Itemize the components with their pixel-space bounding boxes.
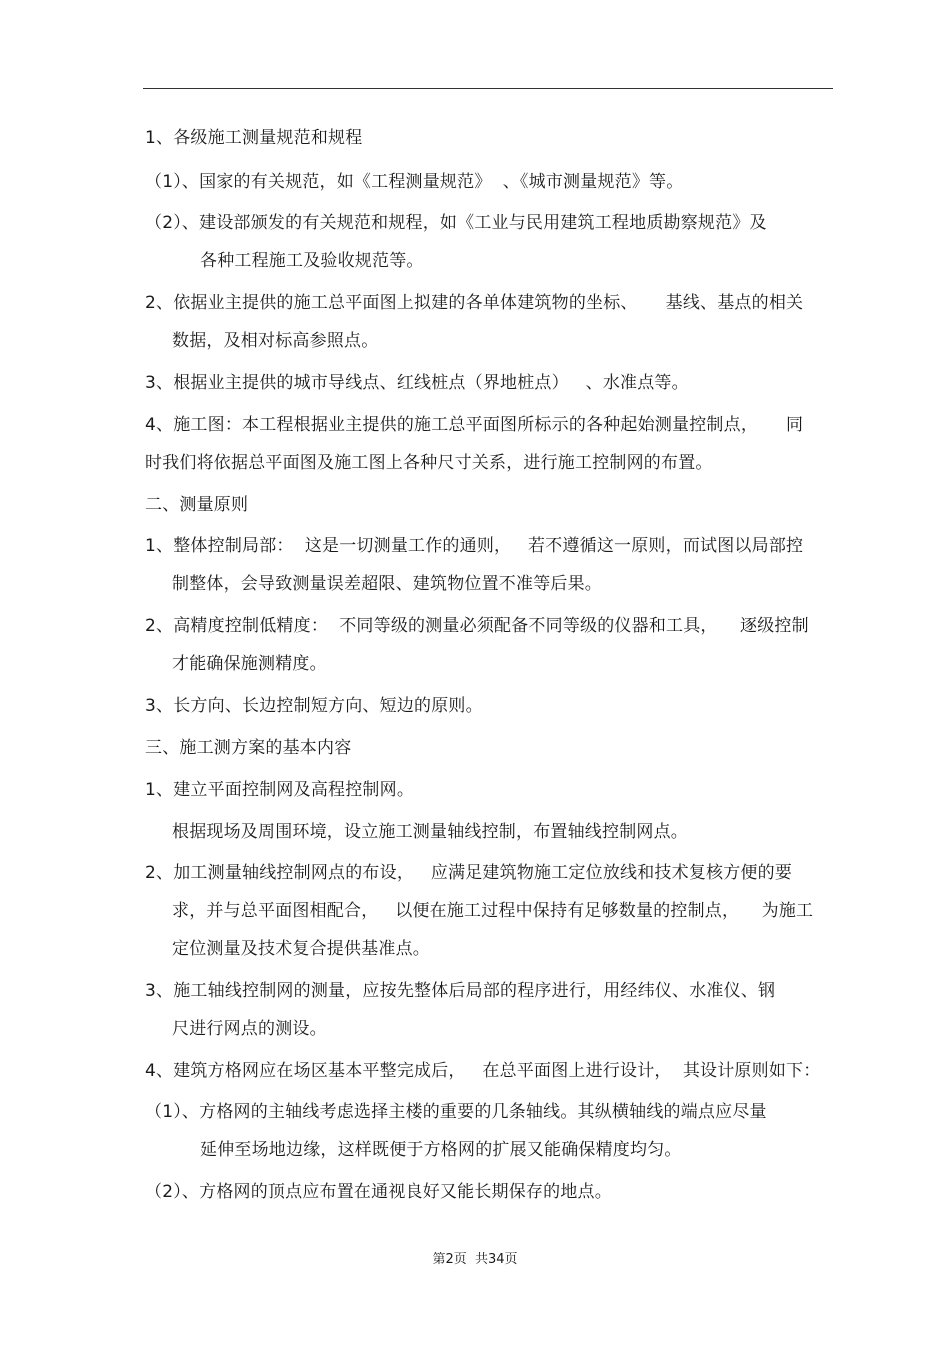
text-line: 各种工程施工及验收规范等。: [200, 251, 424, 271]
text-line: 1、整体控制局部： 这是一切测量工作的通则， 若不遵循这一原则，而试图以局部控: [145, 536, 804, 556]
page-footer: 第2页 共34页: [432, 1252, 518, 1267]
text-line: 才能确保施测精度。: [172, 654, 327, 674]
text-line: 4、施工图：本工程根据业主提供的施工总平面图所标示的各种起始测量控制点， 同: [145, 415, 804, 435]
text-line: 定位测量及技术复合提供基准点。: [172, 939, 430, 959]
text-line: 1、各级施工测量规范和规程: [145, 128, 363, 148]
text-line: 2、加工测量轴线控制网点的布设， 应满足建筑物施工定位放线和技术复核方便的要: [145, 863, 793, 883]
text-line: 时我们将依据总平面图及施工图上各种尺寸关系，进行施工控制网的布置。: [145, 453, 713, 473]
text-line: （2）、方格网的顶点应布置在通视良好又能长期保存的地点。: [145, 1182, 612, 1202]
text-line: 延伸至场地边缘，这样既便于方格网的扩展又能确保精度均匀。: [200, 1140, 682, 1160]
text-line: （1）、国家的有关规范，如《工程测量规范》 、《城市测量规范》等。: [145, 172, 684, 192]
section-heading: 二、测量原则: [145, 495, 249, 515]
text-line: 2、高精度控制低精度： 不同等级的测量必须配备不同等级的仪器和工具， 逐级控制: [145, 616, 809, 636]
text-line: 3、施工轴线控制网的测量，应按先整体后局部的程序进行，用经纬仪、水准仪、钢: [145, 981, 776, 1001]
section-heading: 三、施工测方案的基本内容: [145, 738, 352, 758]
text-line: 尺进行网点的测设。: [172, 1019, 327, 1039]
header-rule: [143, 88, 833, 89]
text-line: 3、根据业主提供的城市导线点、红线桩点（界地桩点） 、水准点等。: [145, 373, 689, 393]
text-line: 3、长方向、长边控制短方向、短边的原则。: [145, 696, 483, 716]
text-line: 4、建筑方格网应在场区基本平整完成后， 在总平面图上进行设计， 其设计原则如下：: [145, 1061, 821, 1081]
text-line: 2、依据业主提供的施工总平面图上拟建的各单体建筑物的坐标、 基线、基点的相关: [145, 293, 804, 313]
text-line: 1、建立平面控制网及高程控制网。: [145, 780, 415, 800]
text-line: 数据，及相对标高参照点。: [172, 331, 379, 351]
text-line: 根据现场及周围环境，设立施工测量轴线控制，布置轴线控制网点。: [172, 822, 688, 842]
text-line: （1）、方格网的主轴线考虑选择主楼的重要的几条轴线。其纵横轴线的端点应尽量: [145, 1102, 767, 1122]
text-line: 制整体，会导致测量误差超限、建筑物位置不准等后果。: [172, 574, 602, 594]
text-line: 求，并与总平面图相配合， 以便在施工过程中保持有足够数量的控制点， 为施工: [172, 901, 814, 921]
text-line: （2）、建设部颁发的有关规范和规程，如《工业与民用建筑工程地质勘察规范》及: [145, 213, 767, 233]
